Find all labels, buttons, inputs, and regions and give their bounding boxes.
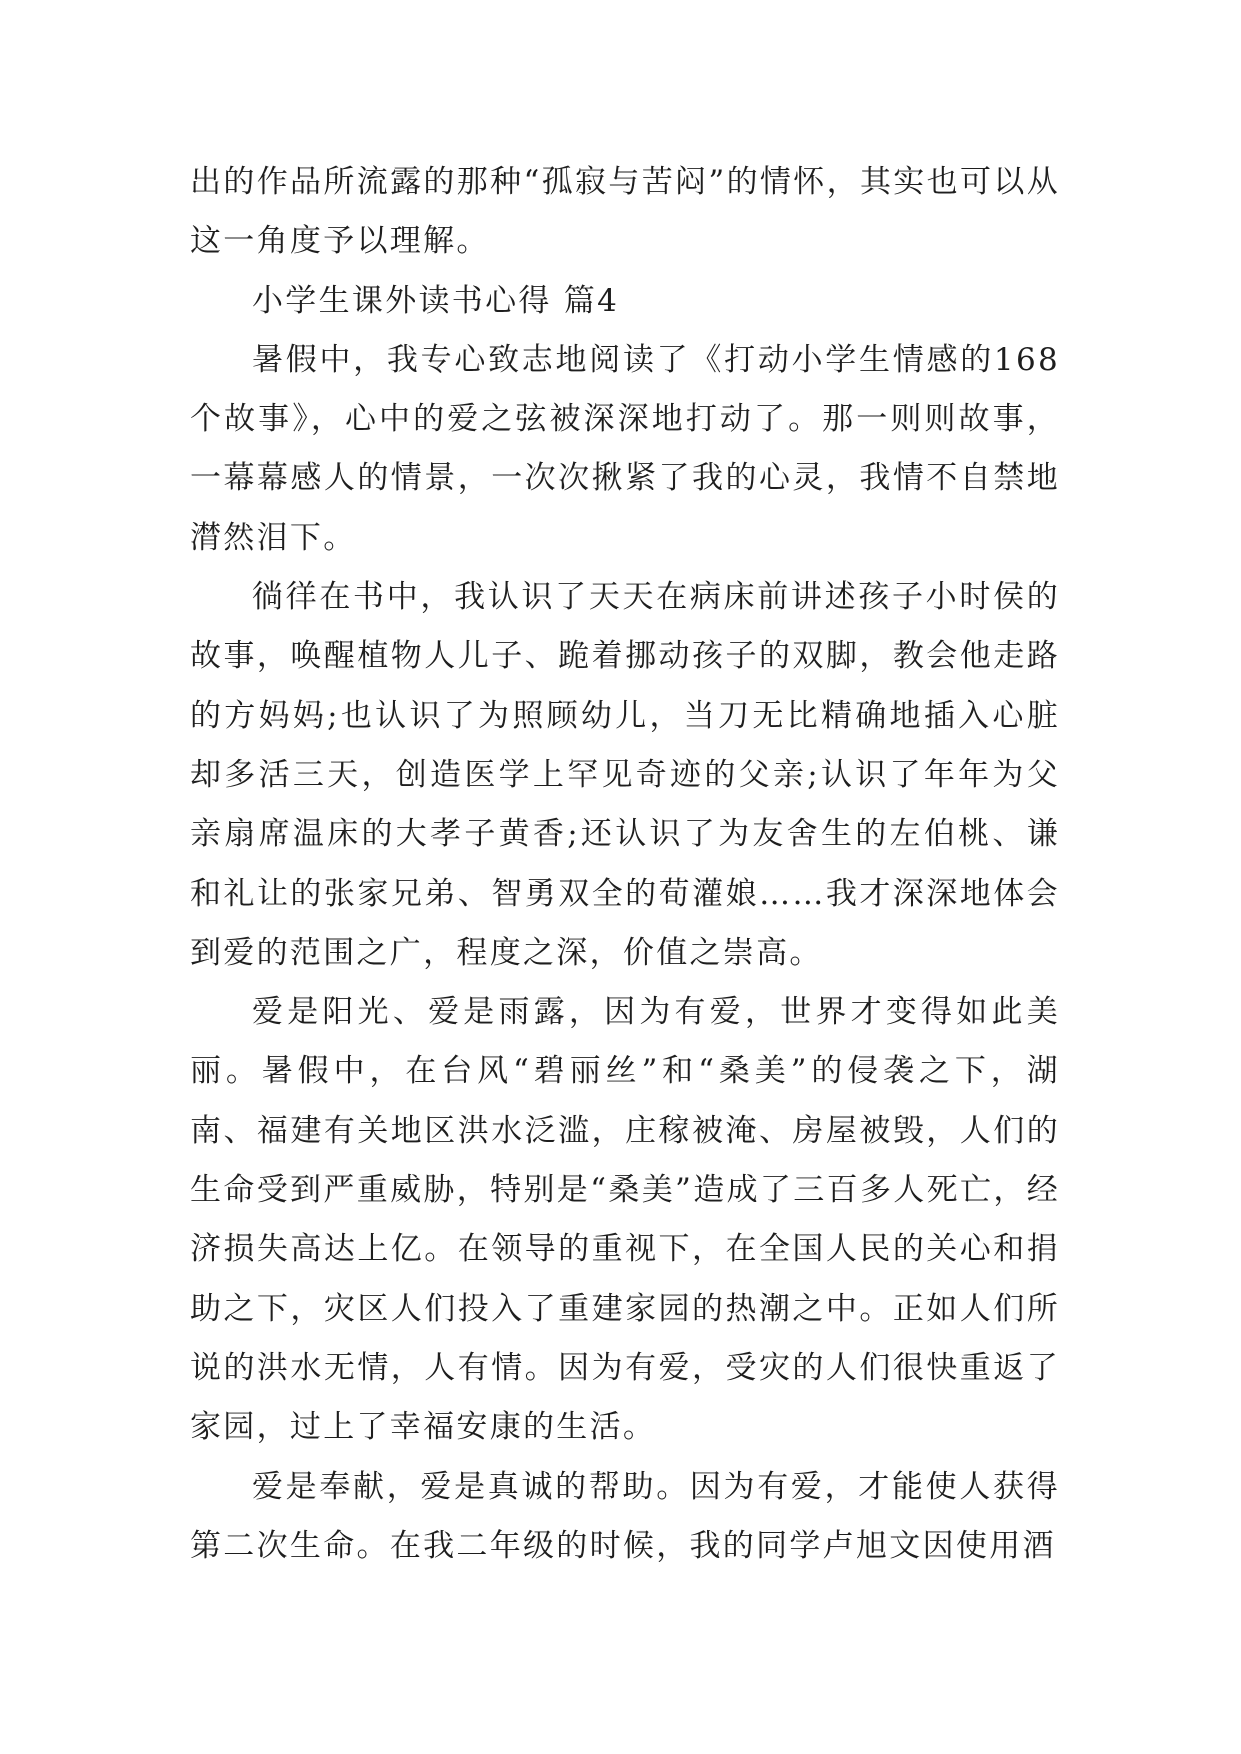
paragraph-continuation: 出的作品所流露的那种“孤寂与苦闷”的情怀，其实也可以从这一角度予以理解。 bbox=[190, 164, 1060, 260]
paragraph: 暑假中，我专心致志地阅读了《打动小学生情感的168个故事》，心中的爱之弦被深深地打动了。那一则则故事，一幕幕感人的情景，一次次揪紧了我的心灵，我情不自禁地潸然泪下。 bbox=[190, 341, 1060, 556]
section-heading: 小学生课外读书心得 篇4 bbox=[252, 282, 620, 319]
document-body bbox=[190, 153, 1060, 1576]
paragraph: 徜徉在书中，我认识了天天在病床前讲述孩子小时侯的故事，唤醒植物人儿子、跪着挪动孩子的双脚，教会他走路的方妈妈;也认识了为照顾幼儿，当刀无比精确地插入心脏却多活三天，创造医学上罕见奇迹的父亲;认识了年年为父亲扇席温床的大孝子黄香;还认识了为友舍生的左伯桃、谦和礼让的张家兄弟、智勇双全的荀灌娘……我才深深地体会到爱的范围之广，程度之深，价值之崇高。 bbox=[190, 579, 1060, 971]
paragraph: 爱是阳光、爱是雨露，因为有爱，世界才变得如此美丽。暑假中，在台风“碧丽丝”和“桑美”的侵袭之下，湖南、福建有关地区洪水泛滥，庄稼被淹、房屋被毁，人们的生命受到严重威胁，特别是“桑美”造成了三百多人死亡，经济损失高达上亿。在领导的重视下，在全国人民的关心和捐助之下，灾区人们投入了重建家园的热潮之中。正如人们所说的洪水无情，人有情。因为有爱，受灾的人们很快重返了家园，过上了幸福安康的生活。 bbox=[190, 994, 1060, 1446]
paragraph: 爱是奉献，爱是真诚的帮助。因为有爱，才能使人获得第二次生命。在我二年级的时候，我的同学卢旭文因使用酒 bbox=[190, 1468, 1060, 1564]
